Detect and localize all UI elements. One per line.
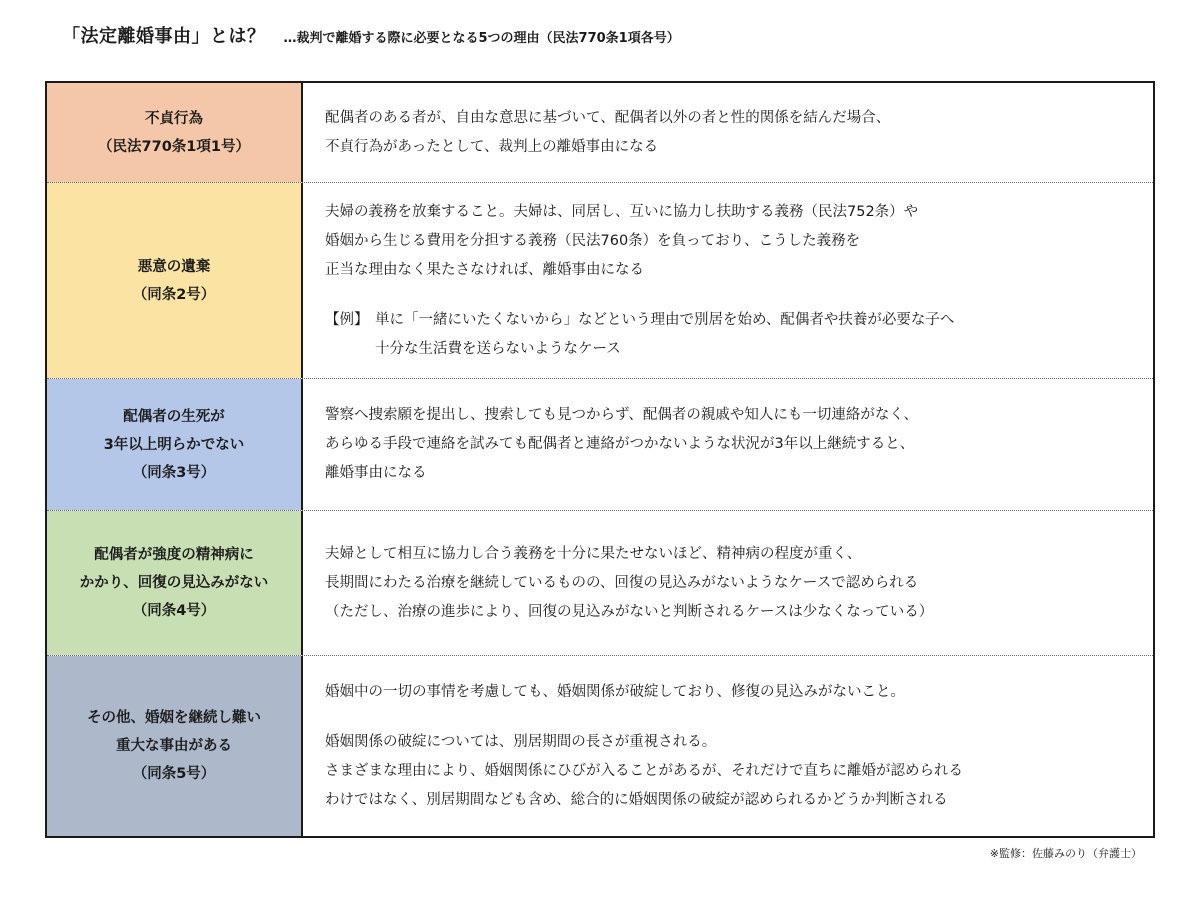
content-line: 夫婦の義務を放棄すること。夫婦は、同居し、互いに協力し扶助する義務（民法752条）や <box>325 203 919 220</box>
row-label <box>47 379 303 510</box>
table-row <box>47 510 1153 655</box>
content-line: 警察へ捜索願を提出し、捜索しても見つからず、配偶者の親戚や知人にも一切連絡がなく、 <box>325 407 919 423</box>
page-title: 「法定離婚事由」とは？ <box>62 26 266 47</box>
content-line: 婚姻から生じる費用を分担する義務（民法760条）を負っており、こうした義務を <box>325 232 861 249</box>
grounds-table <box>45 81 1155 838</box>
row-content <box>303 83 1153 182</box>
content-line: 長期間にわたる治療を継続しているものの、回復の見込みがないようなケースで認められる <box>325 574 919 591</box>
row-label-line: 配偶者の生死が <box>123 408 225 425</box>
spacer <box>325 285 1131 306</box>
row-content <box>303 511 1153 655</box>
content-line: わけではなく、別居期間なども含め、総合的に婚姻関係の破綻が認められるかどうか判断される <box>325 791 948 808</box>
row-label-line: かかり、回復の見込みがない <box>79 575 269 591</box>
content-line: （ただし、治療の進歩により、回復の見込みがないと判断されるケースは少なくなっている） <box>325 603 934 620</box>
content-line: 配偶者のある者が、自由な意思に基づいて、配偶者以外の者と性的関係を結んだ場合、 <box>325 109 891 126</box>
table-row <box>47 378 1153 510</box>
row-label-line: その他、婚姻を継続し難い <box>87 710 261 726</box>
table-row <box>47 655 1153 836</box>
row-label-line: （民法770条1項1号） <box>98 138 250 155</box>
table-row <box>47 182 1153 378</box>
content-line: 正当な理由なく果たさなければ、離婚事由になる <box>325 261 644 278</box>
row-label-line: （同条5号） <box>132 766 216 782</box>
example-line <box>325 306 1131 335</box>
row-content <box>303 183 1153 378</box>
page-header <box>62 22 680 48</box>
spacer <box>325 707 1131 728</box>
row-label-line: 不貞行為 <box>145 110 203 127</box>
supervisor-note: ※監修：佐藤みのり（弁護士） <box>989 847 1142 860</box>
content-line: 夫婦として相互に協力し合う義務を十分に果たせないほど、精神病の程度が重く、 <box>325 545 862 562</box>
example-text: 単に「一緒にいたくないから」などという理由で別居を始め、配偶者や扶養が必要な子へ <box>375 311 955 328</box>
row-content <box>303 379 1153 510</box>
example-text: 十分な生活費を送らないようなケース <box>375 340 621 357</box>
table-row <box>47 83 1153 182</box>
content-line: 離婚事由になる <box>325 465 427 481</box>
content-line: 婚姻関係の破綻については、別居期間の長さが重視される。 <box>325 733 717 750</box>
row-label <box>47 656 303 836</box>
row-label-line: （同条2号） <box>132 286 216 303</box>
row-label <box>47 83 303 182</box>
row-label <box>47 183 303 378</box>
row-label-line: （同条4号） <box>132 603 216 619</box>
row-label-line: 重大な事由がある <box>116 738 232 754</box>
row-content <box>303 656 1153 836</box>
row-label-line: 悪意の遺棄 <box>137 258 211 275</box>
example-mark: 【例】 <box>325 311 369 328</box>
content-line: あらゆる手段で連絡を試みても配偶者と連絡がつかないような状況が3年以上継続すると、 <box>325 436 915 452</box>
content-line: 婚姻中の一切の事情を考慮しても、婚姻関係が破綻しており、修復の見込みがないこと。 <box>325 683 905 700</box>
row-label-line: 配偶者が強度の精神病に <box>94 547 254 563</box>
row-label-line: 3年以上明らかでない <box>103 436 245 453</box>
content-line: 不貞行為があったとして、裁判上の離婚事由になる <box>325 138 659 155</box>
page-subtitle: …裁判で離婚する際に必要となる5つの理由（民法770条1項各号） <box>283 31 680 46</box>
row-label <box>47 511 303 655</box>
content-line: さまざまな理由により、婚姻関係にひびが入ることがあるが、それだけで直ちに離婚が認められる <box>325 762 963 779</box>
row-label-line: （同条3号） <box>132 464 216 481</box>
